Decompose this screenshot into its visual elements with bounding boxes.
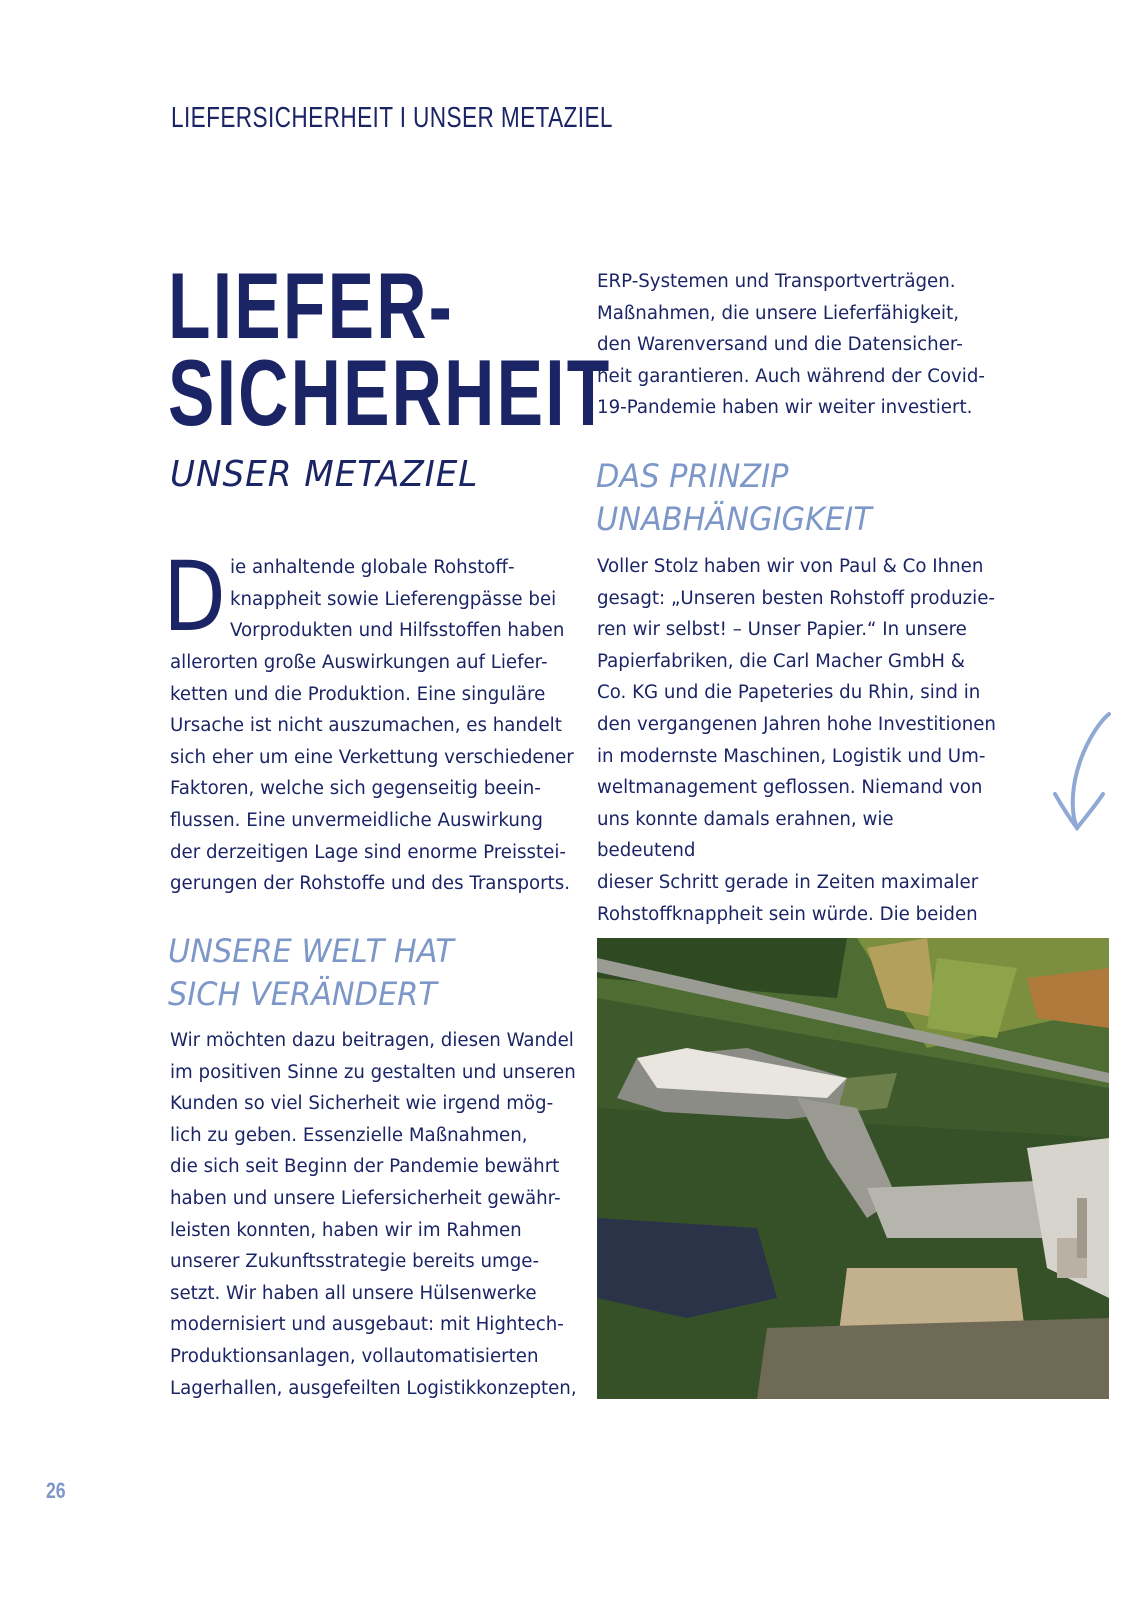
curved-down-arrow-icon xyxy=(1045,710,1115,835)
right-column-paragraph: ERP-Systemen und Transportverträgen. Maßnahmen, die unsere Lieferfähigkeit, den Warenversand und die Datensicher- heit garantieren. Auch während der Covid- 19-Pandemie haben wir weiter investiert. xyxy=(597,271,985,419)
running-header: LIEFERSICHERHEIT I UNSER METAZIEL xyxy=(171,102,613,134)
drop-cap: D xyxy=(163,541,226,653)
title-line-2: SICHERHEIT xyxy=(168,340,612,445)
page-title xyxy=(168,253,612,445)
section-heading-world-changed: UNSERE WELT HAT SICH VERÄNDERT xyxy=(168,932,454,1013)
section-heading-independence: DAS PRINZIP UNABHÄNGIGKEIT xyxy=(596,457,872,538)
page-subtitle: UNSER METAZIEL xyxy=(170,454,479,495)
section-paragraph-independence: Voller Stolz haben wir von Paul & Co Ihnen gesagt: „Unseren besten Rohstoff produzie- ren wir selbst! – Unser Papier.“ In unsere Papierfabriken, die Carl Macher GmbH & Co. KG und die Papeteries du Rhin, sind in den vergangenen Jahren hohe Investitionen in modernste Maschinen, Logistik und Um- weltmanagement geflossen. Niemand von uns konnte damals erahnen, wie bedeutend dieser Schritt gerade in Zeiten maximaler Rohstoffknappheit sein würde. Die beiden xyxy=(597,556,996,925)
aerial-factory-photo xyxy=(597,938,1109,1399)
page-number: 26 xyxy=(46,1478,66,1503)
section-paragraph-world-changed: Wir möchten dazu beitragen, diesen Wandel im positiven Sinne zu gestalten und unseren Kunden so viel Sicherheit wie irgend mög- lich zu geben. Essenzielle Maßnahmen, die sich seit Beginn der Pandemie bewährt haben und unsere Liefersicherheit gewähr- leisten konnten, haben wir im Rahmen unserer Zukunftsstrategie bereits umge- setzt. Wir haben all unsere Hülsenwerke modernisiert und ausgebaut: mit Hightech- Produktionsanlagen, vollautomatisierten Lagerhallen, ausgefeilten Logistikkonzepten, xyxy=(170,1030,577,1399)
title-line-1: LIEFER- xyxy=(168,253,455,358)
intro-paragraph-start: ie anhaltende globale Rohstoff- knappheit sowie Lieferengpässe bei Vorprodukten und Hilfsstoffen haben xyxy=(230,557,565,642)
intro-paragraph-continued: allerorten große Auswirkungen auf Liefer- ketten und die Produktion. Eine singuläre Ursache ist nicht auszumachen, es handelt sich eher um eine Verkettung verschiedener Faktoren, welche sich gegenseitig beein- flussen. Eine unvermeidliche Auswirkung der derzeitigen Lage sind enorme Preisstei- gerungen der Rohstoffe und des Transports. xyxy=(170,652,574,895)
